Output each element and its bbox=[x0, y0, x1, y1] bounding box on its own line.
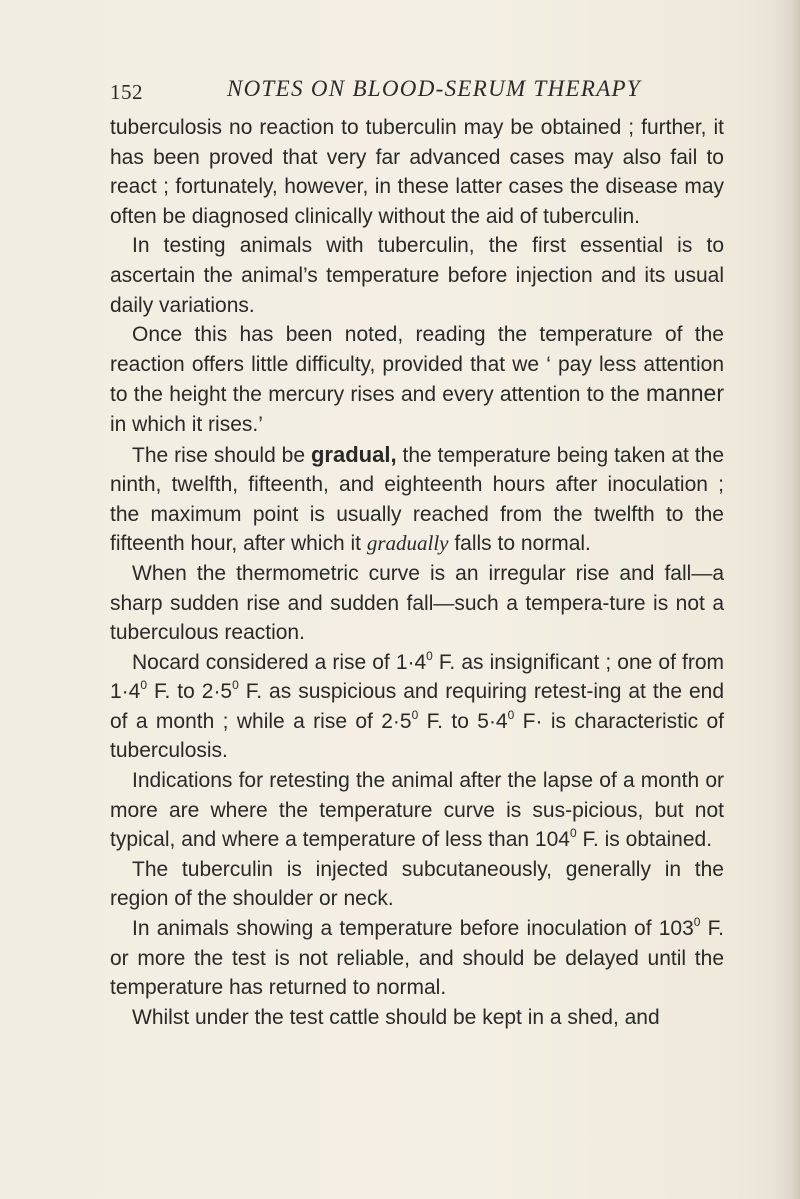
paragraph-6-text-d: F. as suspicious and requiring retest-ing at the end of a month ; while a rise of 2·5 bbox=[110, 680, 725, 733]
degree-sign: 0 bbox=[693, 915, 701, 930]
emphasis-gradual: gradual, bbox=[310, 441, 397, 467]
paragraph-10: Whilst under the test cattle should be kept in a shed, and bbox=[132, 1005, 660, 1029]
paragraph-3-text-a: Once this has been noted, reading the temperature of the reaction offers little difficulty, provided that we ‘ pay less attention to the height the mercury rises and every attention to the bbox=[110, 323, 724, 407]
paragraph-9 bbox=[110, 914, 724, 1003]
paragraph-5: When the thermometric curve is an irregular rise and fall—a sharp sudden rise and sudden fall—such a tempera-ture is not a tuberculous reaction. bbox=[110, 561, 724, 645]
degree-sign: 0 bbox=[232, 678, 239, 693]
paragraph-7-text-a: Indications for retesting the animal after the lapse of a month or more are where the temperature curve is sus-picious, but not typical, and where a temperature of less than 104 bbox=[110, 769, 724, 852]
paragraph-4-text-a: The rise should be bbox=[132, 443, 311, 467]
degree-sign: 0 bbox=[140, 678, 148, 693]
running-head: NOTES ON BLOOD-SERUM THERAPY bbox=[227, 76, 641, 101]
paragraph-1: tuberculosis no reaction to tuberculin may be obtained ; further, it has been proved that very far advanced cases may also fail to react ; fortunately, however, in these latter cases the disease may often be diagnosed clinically without the aid of tuberculin. bbox=[110, 116, 724, 228]
paragraph-2: In testing animals with tuberculin, the first essential is to ascertain the animal’s temperature before injection and its usual daily variations. bbox=[110, 234, 724, 317]
paragraph-9-text-b: F. or more the test is not reliable, and should be delayed until the temperature has returned to normal. bbox=[110, 917, 725, 1000]
degree-sign: 0 bbox=[507, 707, 515, 722]
body-text bbox=[110, 113, 724, 1032]
paragraph-4-text-e: falls to normal. bbox=[448, 532, 591, 556]
paragraph-3 bbox=[110, 320, 724, 439]
degree-sign: 0 bbox=[569, 826, 577, 841]
degree-sign: 0 bbox=[426, 648, 433, 663]
degree-sign: 0 bbox=[411, 707, 419, 722]
emphasis-manner: manner bbox=[646, 380, 724, 407]
paragraph-7-text-b: F. is obtained. bbox=[576, 828, 713, 852]
paragraph-7 bbox=[110, 766, 724, 855]
paragraph-6-text-b: F. as insignificant ; one of from 1·4 bbox=[110, 650, 724, 704]
page-header bbox=[110, 76, 720, 106]
paragraph-4-text-c: the temperature being taken at the ninth, twelfth, fifteenth, and eighteenth hours after inoculation ; the maximum point is usually reached from the twelfth to the fifteenth hour, after which it bbox=[110, 443, 724, 556]
page-edge-shadow bbox=[774, 0, 800, 1199]
paragraph-6-text-f: F· is characteristic of tuberculosis. bbox=[110, 709, 725, 763]
paragraph-4 bbox=[110, 440, 724, 559]
emphasis-gradually: gradually bbox=[366, 531, 449, 556]
page-number: 152 bbox=[110, 80, 143, 104]
paragraph-3-text-c: in which it rises.’ bbox=[110, 412, 263, 436]
paragraph-6-text-c: F. to 2·5 bbox=[147, 680, 233, 704]
paragraph-8: The tuberculin is injected subcutaneously, generally in the region of the shoulder or neck. bbox=[110, 857, 724, 911]
paragraph-6 bbox=[110, 648, 724, 766]
paragraph-6-text-a: Nocard considered a rise of 1·4 bbox=[132, 650, 427, 674]
paragraph-9-text-a: In animals showing a temperature before inoculation of 103 bbox=[132, 917, 694, 941]
paragraph-6-text-e: F. to 5·4 bbox=[418, 709, 508, 733]
